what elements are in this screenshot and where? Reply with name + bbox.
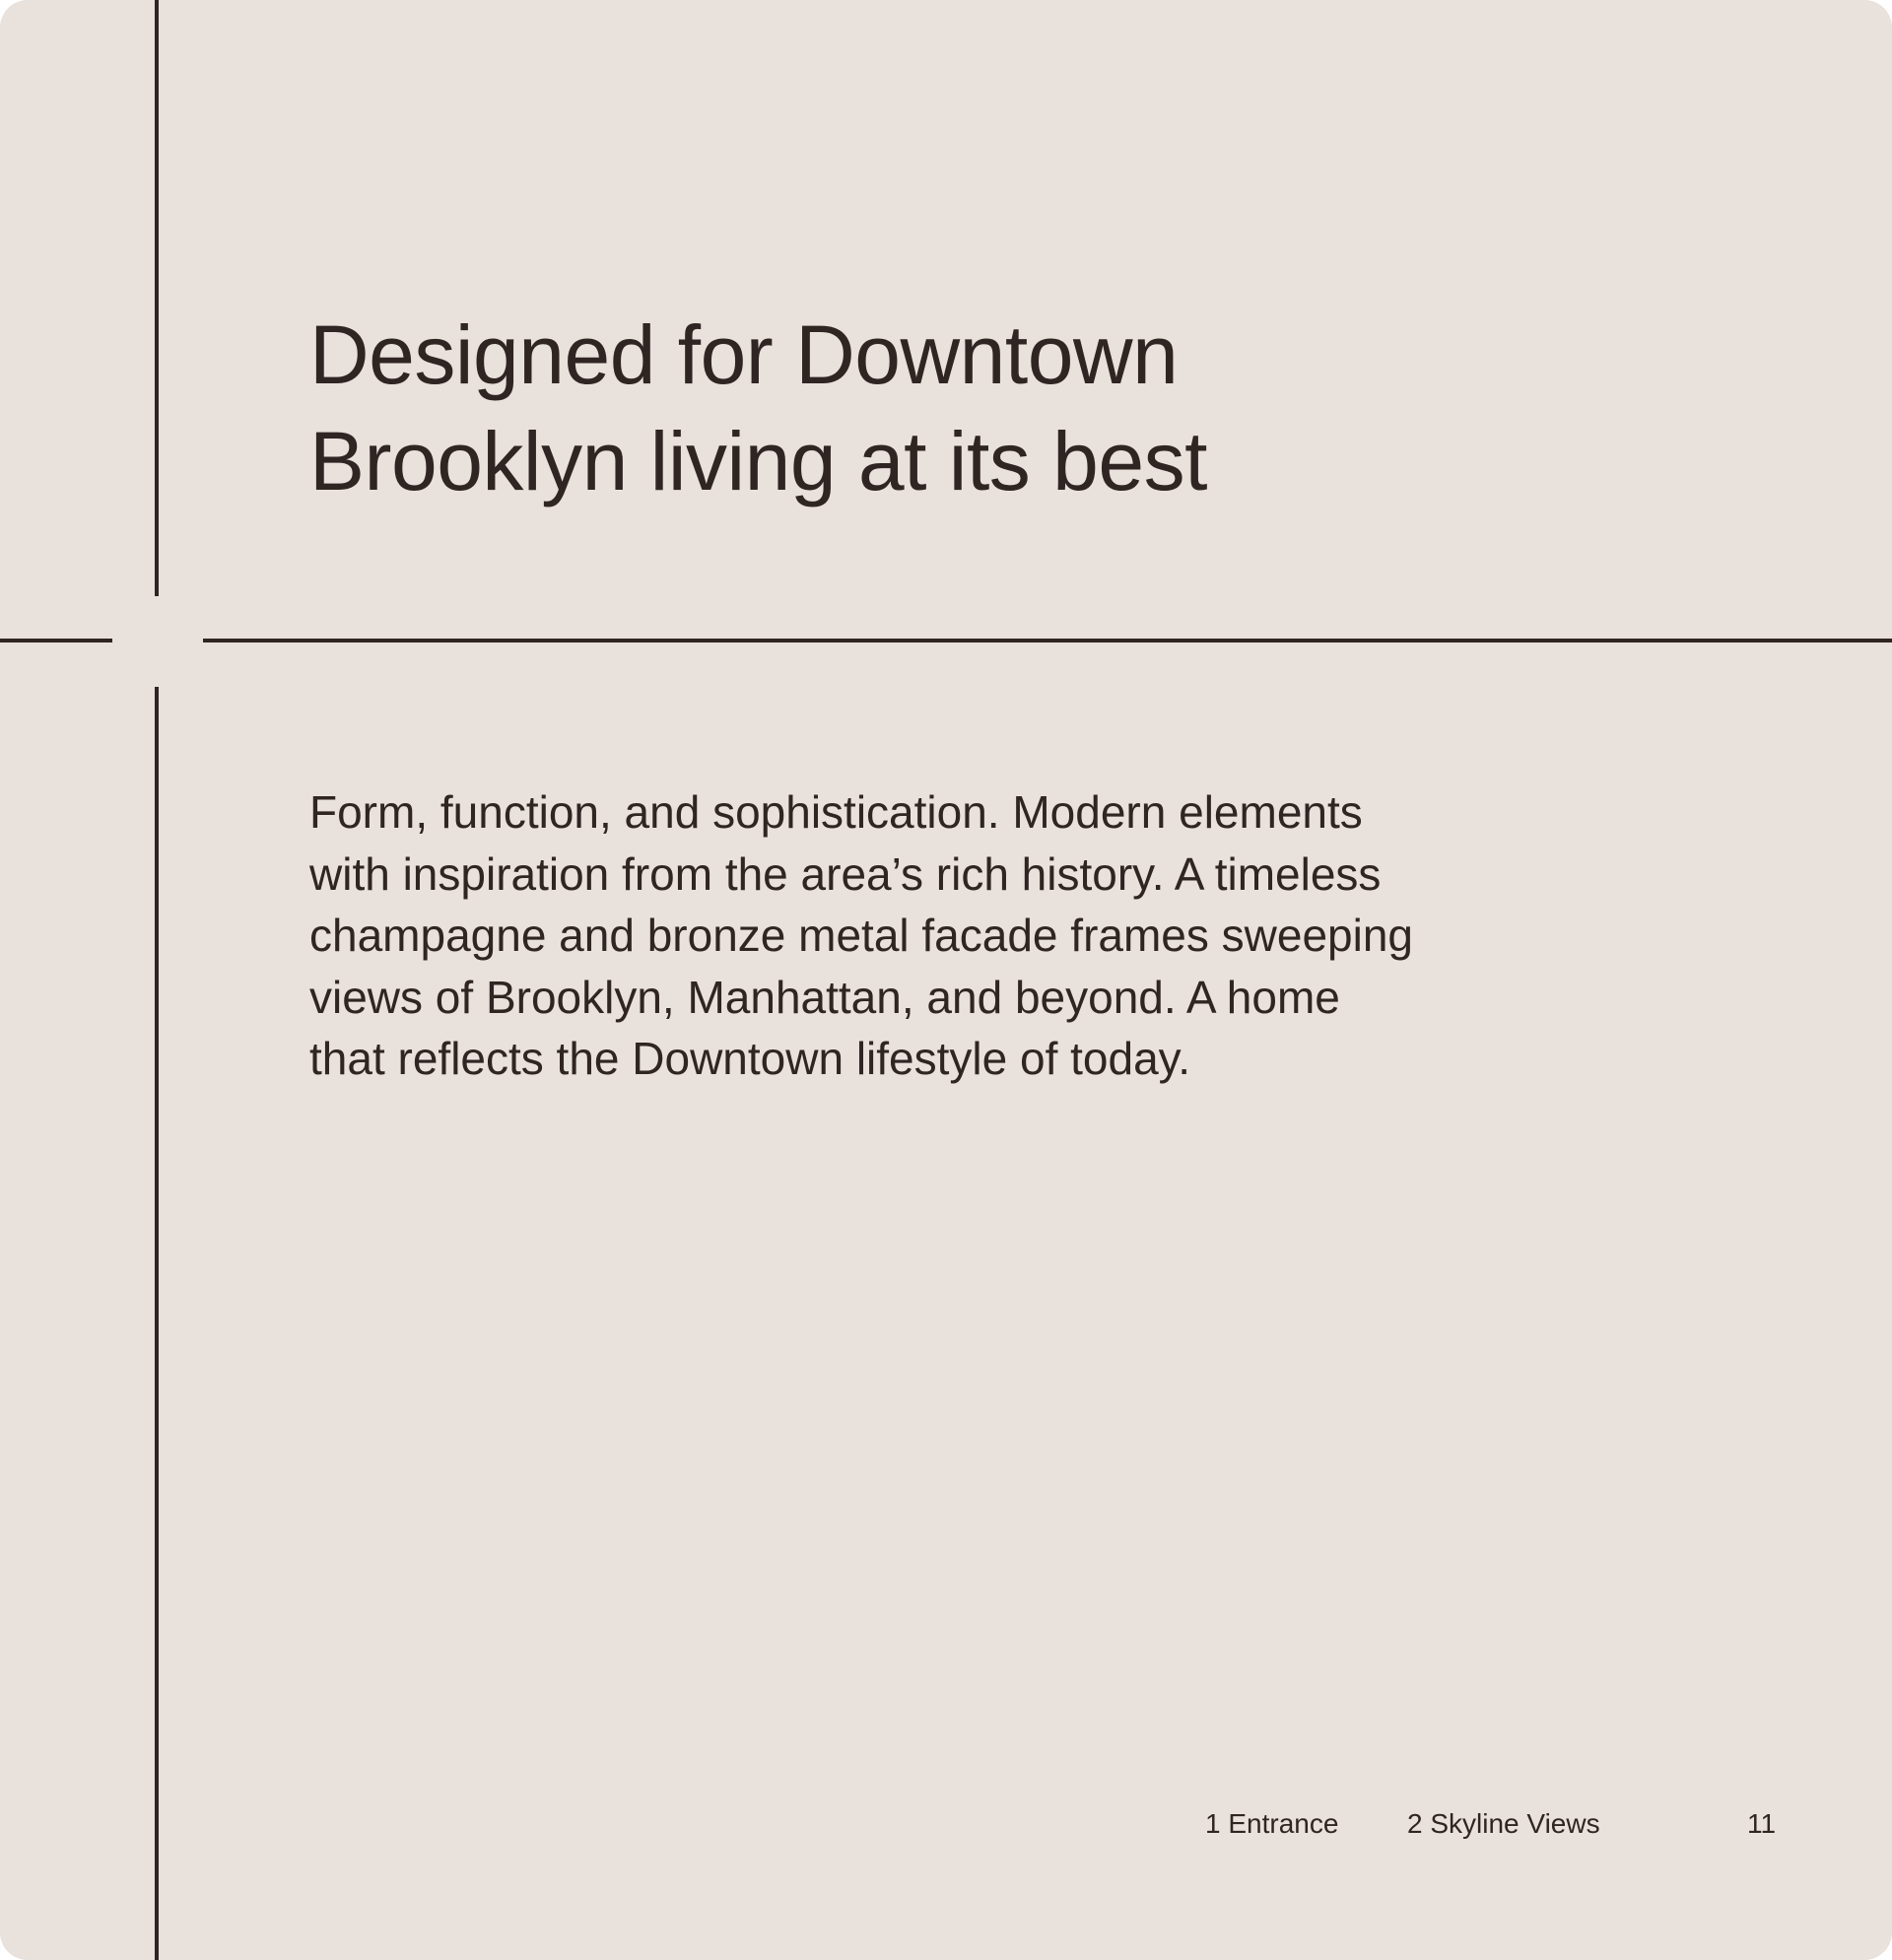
body-line: Form, function, and sophistication. Modern elements [309, 786, 1363, 838]
horizontal-rule-left [0, 639, 112, 642]
body-line: that reflects the Downtown lifestyle of today. [309, 1033, 1191, 1084]
headline-line: Designed for Downtown [309, 308, 1179, 401]
horizontal-rule-right [203, 639, 1892, 642]
vertical-rule-bottom [155, 687, 159, 1960]
image-caption-skyline-views: 2 Skyline Views [1407, 1808, 1600, 1839]
vertical-rule-top [155, 0, 159, 596]
headline-line: Brooklyn living at its best [309, 415, 1207, 507]
image-caption-entrance: 1 Entrance [1205, 1808, 1339, 1839]
page-headline [309, 302, 1492, 514]
page-number: 11 [1747, 1808, 1777, 1839]
body-line: views of Brooklyn, Manhattan, and beyond. A home [309, 971, 1340, 1023]
body-line: with inspiration from the area’s rich history. A timeless [309, 847, 1382, 900]
body-paragraph [309, 781, 1610, 1090]
body-line: champagne and bronze metal facade frames sweeping [309, 910, 1414, 961]
